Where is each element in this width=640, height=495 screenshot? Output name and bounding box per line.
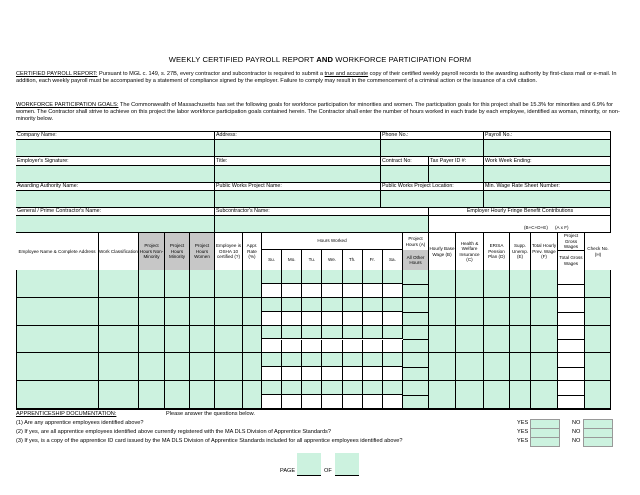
grid-cell-2-8[interactable] [429,326,456,354]
col-total-hourly: Total Hourly Prev. Wage (F) [531,233,558,270]
grid-cell-divider [403,367,428,368]
project-name-label: Public Works Project Name: [215,182,381,190]
grid-cell-0-8[interactable] [429,270,456,298]
day-header-4: We. [322,250,342,270]
day-hours-cell[interactable] [343,395,363,409]
day-header-1: Su. [262,250,282,270]
day-hours-cell[interactable] [363,326,383,340]
col-classification: Work Classification [99,233,139,270]
general-contractor-label: General / Prime Contractor's Name: [16,207,215,215]
grid-cell-1-13[interactable] [558,298,585,326]
min-wage-rate-sheet-label: Min. Wage Rate Sheet Number: [484,182,611,190]
apprentice-question-3: (3) If yes, is a copy of the apprentice ID card issued by the MA DLS Division of Apprentice Standards included for all apprentice employees identified above? [16,438,403,444]
grid-cell-2-5[interactable] [215,326,243,354]
general-contractor-field[interactable] [16,216,215,232]
day-hours-cell[interactable] [363,298,383,312]
day-hours-cell[interactable] [282,326,302,340]
day-header-group [262,250,403,270]
day-hours-cell[interactable] [282,284,302,298]
grid-cell-2-0[interactable] [16,326,99,354]
subcontractor-field[interactable] [215,216,429,232]
grid-cell-divider [558,367,584,368]
grid-cell-3-2[interactable] [139,353,165,381]
grid-cell-1-0[interactable] [16,298,99,326]
grid-cell-4-4[interactable] [190,381,215,409]
grid-cell-1-8[interactable] [429,298,456,326]
certified-heading: CERTIFIED PAYROLL REPORT: [16,71,98,77]
title-prefix: WEEKLY CERTIFIED PAYROLL REPORT [168,55,317,64]
day-hours-cell[interactable] [282,367,302,381]
q1-yes-label: YES [517,420,529,426]
day-hours-cell[interactable] [343,381,363,395]
fringe-spacer [429,216,611,232]
grid-cell-0-11[interactable] [510,270,531,298]
day-hours-cell[interactable] [262,353,282,367]
apprentice-question-2: (2) If yes, are all apprentice employees identified above currently registered with the MA DLS Division of Apprentice Standards? [16,429,331,435]
grid-cell-divider [403,339,428,340]
grid-cell-3-7[interactable] [403,353,429,381]
certified-payroll-paragraph [16,71,626,85]
col-appr-rate: Appr. Rate (%) [243,233,262,270]
field-row-4-inputs [16,216,611,233]
grid-cell-0-5[interactable] [215,270,243,298]
grid-cell-4-13[interactable] [558,381,585,409]
grid-cell-divider [558,284,584,285]
col-women: Project Hours Women [190,233,215,270]
address-field[interactable] [215,140,381,156]
day-hours-cell[interactable] [302,353,322,367]
grid-cell-2-12[interactable] [531,326,558,354]
employer-signature-label: Employer's Signature: [16,157,215,165]
day-hours-cell[interactable] [383,326,403,340]
day-hours-cell[interactable] [363,353,383,367]
grid-cell-divider [403,312,428,313]
grid-cell-3-0[interactable] [16,353,99,381]
payroll-no-label: Payroll No.: [484,131,611,139]
grid-cell-2-4[interactable] [190,326,215,354]
day-hours-cell[interactable] [383,395,403,409]
day-hours-cell[interactable] [302,312,322,326]
col-minority: Project Hours Minority [165,233,190,270]
field-row-4 [16,207,611,216]
day-hours-cell[interactable] [343,367,363,381]
col-erisa: ERISA Pension Plan (D) [484,233,510,270]
grid-cell-4-3[interactable] [165,381,190,409]
company-name-label: Company Name: [16,131,215,139]
work-week-ending-label: Work Week Ending: [484,157,611,165]
grid-cell-3-12[interactable] [531,353,558,381]
field-row-3-inputs [16,191,611,208]
grid-cell-4-0[interactable] [16,381,99,409]
formula-af: (A x F) [555,225,569,230]
day-hours-cell[interactable] [363,395,383,409]
page-number-box[interactable] [297,453,321,475]
grid-cell-0-9[interactable] [456,270,484,298]
phone-label: Phone No.: [381,131,484,139]
grid-cell-4-2[interactable] [139,381,165,409]
apprentice-instruction: Please answer the questions below. [166,411,255,417]
subcontractor-label: Subcontractor's Name: [215,207,429,215]
day-hours-cell[interactable] [282,312,302,326]
grid-cell-0-4[interactable] [190,270,215,298]
day-hours-cell[interactable] [363,381,383,395]
day-hours-cell[interactable] [322,284,342,298]
grid-cell-2-2[interactable] [139,326,165,354]
project-name-field[interactable] [215,191,381,207]
apprentice-question-1: (1) Are any apprentice employees identified above? [16,420,144,426]
address-label: Address: [215,131,381,139]
day-hours-cell[interactable] [262,340,282,354]
formula-bcde: (B+C+D+E) [524,225,548,230]
day-hours-cell[interactable] [363,340,383,354]
col-non-minority: Project Hours Non-Minority [139,233,165,270]
day-hours-cell[interactable] [322,340,342,354]
q3-no-label: NO [572,438,581,444]
col-all-other: All Other Hours [403,250,429,270]
grid-cell-3-4[interactable] [190,353,215,381]
day-hours-cell[interactable] [343,326,363,340]
grid-cell-1-12[interactable] [531,298,558,326]
q3-yes-box[interactable] [530,437,560,447]
day-hours-cell[interactable] [302,381,322,395]
title-label: Title: [215,157,381,165]
grid-cell-0-7[interactable] [403,270,429,298]
grid-cell-2-14[interactable] [585,326,611,354]
tax-payer-id-label: Tax Payer ID #: [429,157,484,165]
day-hours-cell[interactable] [302,367,322,381]
grid-cell-4-7[interactable] [403,381,429,409]
field-row-3 [16,182,611,191]
grid-cell-4-14[interactable] [585,381,611,409]
grid-cell-divider [558,339,584,340]
grid-cell-4-9[interactable] [456,381,484,409]
q3-no-box[interactable] [583,437,613,447]
title-bold: AND [316,55,334,64]
project-location-field[interactable] [381,191,484,207]
day-hours-cell[interactable] [383,270,403,284]
day-header-7: Sa. [383,250,403,270]
grid-cell-2-1[interactable] [99,326,139,354]
day-hours-cell[interactable] [302,270,322,284]
day-header-3: Tu. [302,250,322,270]
grid-cell-2-9[interactable] [456,326,484,354]
day-hours-cell[interactable] [343,298,363,312]
fringe-benefits-label: Employer Hourly Fringe Benefit Contributions [429,207,611,215]
day-hours-cell[interactable] [282,298,302,312]
day-hours-cell[interactable] [302,340,322,354]
day-hours-cell[interactable] [322,381,342,395]
field-row-2 [16,157,611,166]
day-header-5: Th. [343,250,363,270]
grid-cell-3-5[interactable] [215,353,243,381]
form-title [0,55,640,64]
day-hours-cell[interactable] [262,312,282,326]
awarding-authority-label: Awarding Authority Name: [16,182,215,190]
day-hours-cell[interactable] [282,381,302,395]
grid-cell-1-14[interactable] [585,298,611,326]
day-hours-cell[interactable] [262,381,282,395]
col-supp-unemp: Supp. Unemp. (E) [510,233,531,270]
apprentice-heading [16,411,116,419]
of-label: OF [324,468,332,474]
grid-cell-4-8[interactable] [429,381,456,409]
goals-text: The Commonwealth of Massachusetts has set the following goals for workforce participation for minorities and women. The participation goals for this project shall be 15.3% for minorities and 6.9% for women. The Contractor shall strive to achieve on this project the labor workforce participation goals contained herein. The Contractor shall enter the number of hours worked in each trade by each employee, identified as woman, minority, or non-minority below. [16,102,620,123]
grid-cell-3-10[interactable] [484,353,510,381]
certified-text-2: copy of their certified weekly payroll records to the awarding authority by first-class mail or e-mail. In addition, each weekly payroll must be accompanied by a statement of compliance signed by the employer. Failure to comply may result in the commencement of a criminal action or the issuance of a civil citation. [16,71,617,85]
day-hours-cell[interactable] [322,326,342,340]
grid-cell-2-11[interactable] [510,326,531,354]
grid-cell-divider [403,395,428,396]
day-hours-cell[interactable] [262,298,282,312]
grid-cell-1-11[interactable] [510,298,531,326]
grid-cell-0-14[interactable] [585,270,611,298]
min-wage-rate-sheet-field[interactable] [484,191,611,207]
col-project-hours: Project Hours (A) [403,233,429,250]
q2-no-label: NO [572,429,581,435]
day-hours-cell[interactable] [343,284,363,298]
col-employee: Employee Name & Complete Address [16,233,99,270]
day-hours-cell[interactable] [322,353,342,367]
day-hours-cell[interactable] [363,312,383,326]
day-hours-cell[interactable] [383,367,403,381]
q3-yes-label: YES [517,438,529,444]
day-hours-cell[interactable] [343,270,363,284]
title-suffix: WORKFORCE PARTICIPATION FORM [333,55,472,64]
grid-cell-2-10[interactable] [484,326,510,354]
grid-cell-0-6[interactable] [243,270,262,298]
day-hours-cell[interactable] [383,381,403,395]
day-hours-cell[interactable] [262,326,282,340]
payroll-data-grid [16,270,611,410]
day-header-2: Mo. [282,250,302,270]
grid-cell-1-2[interactable] [139,298,165,326]
grid-cell-divider [558,312,584,313]
col-health-welfare: Health & Welfare Insurance (C) [456,233,484,270]
day-hours-cell[interactable] [383,353,403,367]
day-hours-cell[interactable] [363,270,383,284]
day-hours-cell[interactable] [363,284,383,298]
grid-cell-0-10[interactable] [484,270,510,298]
grid-left-border [16,270,17,409]
payroll-no-field[interactable] [484,140,611,156]
grid-cell-1-10[interactable] [484,298,510,326]
grid-cell-2-3[interactable] [165,326,190,354]
apprentice-heading-text: APPRENTICESHIP DOCUMENTATION: [16,411,117,417]
workforce-goals-paragraph [16,102,626,124]
grid-cell-3-9[interactable] [456,353,484,381]
day-hours-cell[interactable] [322,395,342,409]
grid-cell-0-2[interactable] [139,270,165,298]
grid-cell-4-6[interactable] [243,381,262,409]
grid-cell-1-6[interactable] [243,298,262,326]
grid-cell-divider [403,284,428,285]
day-hours-cell[interactable] [322,312,342,326]
grid-cell-4-11[interactable] [510,381,531,409]
col-project-gross: Project Gross Wages [558,233,585,251]
day-hours-cell[interactable] [322,367,342,381]
certified-text-1: Pursuant to MGL c. 149, s. 27B, every contractor and subcontractor is required to submit a [97,71,325,77]
grid-cell-4-5[interactable] [215,381,243,409]
contract-no-field[interactable] [381,166,429,182]
employer-signature-field[interactable] [16,166,215,182]
company-name-field[interactable] [16,140,215,156]
day-hours-cell[interactable] [282,395,302,409]
awarding-authority-field[interactable] [16,191,215,207]
grid-cell-divider [558,395,584,396]
grid-cell-3-3[interactable] [165,353,190,381]
day-hours-cell[interactable] [383,284,403,298]
grid-cell-2-13[interactable] [558,326,585,354]
field-row-1-inputs [16,140,611,157]
day-hours-cell[interactable] [322,298,342,312]
col-check-no: Check No. (H) [587,246,609,257]
day-hours-cell[interactable] [302,326,322,340]
grid-cell-1-3[interactable] [165,298,190,326]
day-hours-cell[interactable] [282,270,302,284]
grid-cell-3-13[interactable] [558,353,585,381]
field-row-1 [16,131,611,140]
day-hours-cell[interactable] [343,340,363,354]
q2-yes-label: YES [517,429,529,435]
q1-no-label: NO [572,420,581,426]
tax-payer-id-field[interactable] [429,166,484,182]
grid-cell-3-1[interactable] [99,353,139,381]
grid-cell-0-3[interactable] [165,270,190,298]
project-location-label: Public Works Project Location: [381,182,484,190]
grid-cell-3-6[interactable] [243,353,262,381]
grid-cell-0-1[interactable] [99,270,139,298]
day-header-6: Fr. [363,250,383,270]
column-header-row [16,232,611,272]
col-hours-worked: Hours Worked [262,233,403,250]
contract-no-label: Contract No: [381,157,429,165]
grid-cell-4-1[interactable] [99,381,139,409]
day-hours-cell[interactable] [282,340,302,354]
grid-cell-3-11[interactable] [510,353,531,381]
day-hours-cell[interactable] [363,367,383,381]
day-hours-cell[interactable] [343,312,363,326]
grid-cell-1-1[interactable] [99,298,139,326]
grid-cell-4-12[interactable] [531,381,558,409]
day-hours-cell[interactable] [302,395,322,409]
day-hours-cell[interactable] [262,270,282,284]
grid-cell-1-5[interactable] [215,298,243,326]
day-hours-cell[interactable] [262,367,282,381]
title-field[interactable] [215,166,381,182]
field-row-2-inputs [16,166,611,183]
grid-cell-2-7[interactable] [403,326,429,354]
day-hours-cell[interactable] [302,284,322,298]
grid-cell-0-0[interactable] [16,270,99,298]
page-total-box[interactable] [335,453,359,475]
grid-cell-2-6[interactable] [243,326,262,354]
day-hours-cell[interactable] [383,340,403,354]
day-hours-cell[interactable] [262,284,282,298]
col-total-gross: Total Gross Wages [558,251,585,270]
col-osha: Employee is OSHA 10 certified (?) [215,233,243,270]
grid-cell-0-13[interactable] [558,270,585,298]
grid-cell-1-7[interactable] [403,298,429,326]
day-hours-cell[interactable] [383,298,403,312]
day-hours-cell[interactable] [302,298,322,312]
grid-cell-4-10[interactable] [484,381,510,409]
certified-underlined: true and accurate [324,71,369,77]
col-hourly-base: Hourly Base Wage (B) [429,233,456,270]
day-hours-cell[interactable] [343,353,363,367]
grid-cell-1-9[interactable] [456,298,484,326]
day-hours-cell[interactable] [322,270,342,284]
phone-field[interactable] [381,140,484,156]
grid-cell-3-14[interactable] [585,353,611,381]
page-label: PAGE [280,468,296,474]
day-hours-cell[interactable] [383,312,403,326]
day-hours-cell[interactable] [262,395,282,409]
grid-cell-3-8[interactable] [429,353,456,381]
grid-cell-1-4[interactable] [190,298,215,326]
grid-cell-0-12[interactable] [531,270,558,298]
day-hours-cell[interactable] [282,353,302,367]
goals-heading: WORKFORCE PARTICIPATION GOALS: [16,102,119,108]
work-week-ending-field[interactable] [484,166,611,182]
